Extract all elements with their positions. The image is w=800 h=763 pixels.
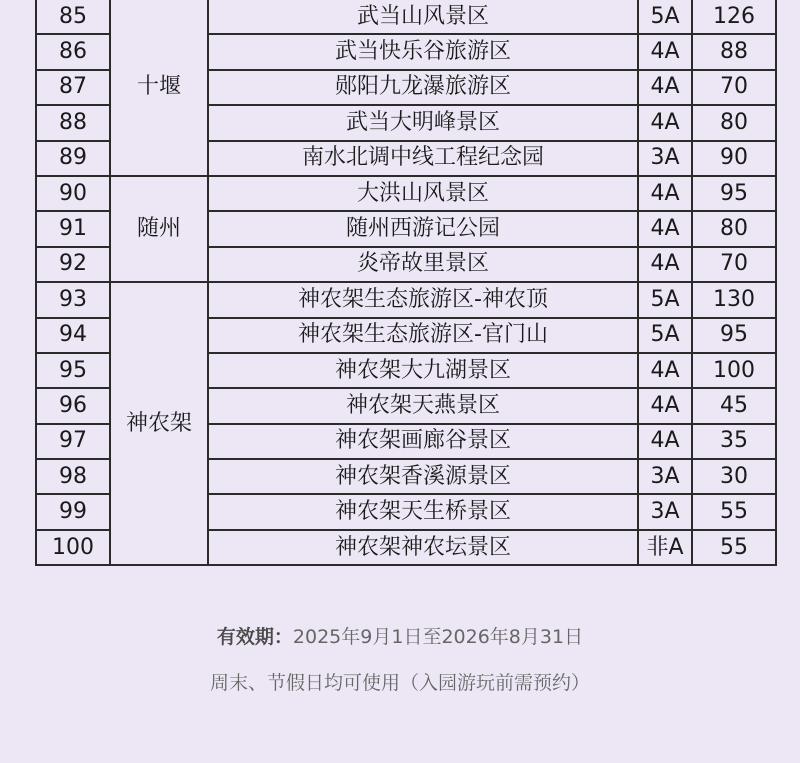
rating-level: 4A bbox=[638, 70, 692, 105]
row-number: 92 bbox=[36, 247, 110, 282]
row-number: 98 bbox=[36, 459, 110, 494]
rating-level: 4A bbox=[638, 424, 692, 459]
row-number: 91 bbox=[36, 211, 110, 246]
table-row bbox=[36, 176, 776, 211]
rating-level: 5A bbox=[638, 282, 692, 317]
scenic-spot-name: 神农架神农坛景区 bbox=[208, 530, 638, 565]
rating-level: 3A bbox=[638, 141, 692, 176]
ticket-price: 80 bbox=[692, 211, 776, 246]
row-number: 100 bbox=[36, 530, 110, 565]
validity-value: 2025年9月1日至2026年8月31日 bbox=[292, 626, 584, 648]
city-cell: 随州 bbox=[110, 176, 208, 282]
row-number: 93 bbox=[36, 282, 110, 317]
scenic-spot-name: 武当大明峰景区 bbox=[208, 105, 638, 140]
scenic-spot-name: 大洪山风景区 bbox=[208, 176, 638, 211]
rating-level: 3A bbox=[638, 459, 692, 494]
rating-level: 4A bbox=[638, 353, 692, 388]
rating-level: 4A bbox=[638, 247, 692, 282]
ticket-price: 95 bbox=[692, 318, 776, 353]
rating-level: 4A bbox=[638, 211, 692, 246]
ticket-price: 80 bbox=[692, 105, 776, 140]
ticket-price: 30 bbox=[692, 459, 776, 494]
row-number: 95 bbox=[36, 353, 110, 388]
scenic-spot-name: 神农架香溪源景区 bbox=[208, 459, 638, 494]
row-number: 99 bbox=[36, 494, 110, 529]
city-cell: 神农架 bbox=[110, 282, 208, 565]
usage-note: 周末、节假日均可使用（入园游玩前需预约） bbox=[209, 672, 590, 694]
scenic-spot-name: 神农架生态旅游区-神农顶 bbox=[208, 282, 638, 317]
ticket-price: 95 bbox=[692, 176, 776, 211]
ticket-price: 70 bbox=[692, 70, 776, 105]
rating-level: 5A bbox=[638, 0, 692, 34]
validity-line bbox=[0, 622, 800, 649]
table-row bbox=[36, 282, 776, 317]
scenic-spot-name: 武当山风景区 bbox=[208, 0, 638, 34]
scenic-spot-name: 炎帝故里景区 bbox=[208, 247, 638, 282]
scenic-spot-name: 神农架天燕景区 bbox=[208, 388, 638, 423]
rating-level: 4A bbox=[638, 388, 692, 423]
validity-label: 有效期： bbox=[216, 626, 293, 648]
row-number: 89 bbox=[36, 141, 110, 176]
scenic-spot-name: 随州西游记公园 bbox=[208, 211, 638, 246]
scenic-spot-name: 神农架生态旅游区-官门山 bbox=[208, 318, 638, 353]
ticket-price: 45 bbox=[692, 388, 776, 423]
ticket-price: 100 bbox=[692, 353, 776, 388]
row-number: 85 bbox=[36, 0, 110, 34]
scenic-spot-name: 郧阳九龙瀑旅游区 bbox=[208, 70, 638, 105]
rating-level: 4A bbox=[638, 105, 692, 140]
rating-level: 4A bbox=[638, 34, 692, 69]
ticket-price: 88 bbox=[692, 34, 776, 69]
rating-level: 非A bbox=[638, 530, 692, 565]
scenic-spot-name: 神农架天生桥景区 bbox=[208, 494, 638, 529]
row-number: 97 bbox=[36, 424, 110, 459]
row-number: 86 bbox=[36, 34, 110, 69]
scenic-spot-name: 神农架画廊谷景区 bbox=[208, 424, 638, 459]
row-number: 96 bbox=[36, 388, 110, 423]
scenic-spot-name: 神农架大九湖景区 bbox=[208, 353, 638, 388]
ticket-price: 55 bbox=[692, 494, 776, 529]
ticket-price: 90 bbox=[692, 141, 776, 176]
ticket-price: 35 bbox=[692, 424, 776, 459]
rating-level: 3A bbox=[638, 494, 692, 529]
ticket-price: 55 bbox=[692, 530, 776, 565]
rating-level: 5A bbox=[638, 318, 692, 353]
ticket-price: 70 bbox=[692, 247, 776, 282]
scenic-spot-name: 南水北调中线工程纪念园 bbox=[208, 141, 638, 176]
row-number: 94 bbox=[36, 318, 110, 353]
row-number: 87 bbox=[36, 70, 110, 105]
rating-level: 4A bbox=[638, 176, 692, 211]
row-number: 90 bbox=[36, 176, 110, 211]
table-body bbox=[36, 0, 776, 565]
ticket-price: 126 bbox=[692, 0, 776, 34]
table-row bbox=[36, 0, 776, 34]
scenic-spot-name: 武当快乐谷旅游区 bbox=[208, 34, 638, 69]
city-cell: 十堰 bbox=[110, 0, 208, 176]
row-number: 88 bbox=[36, 105, 110, 140]
ticket-price: 130 bbox=[692, 282, 776, 317]
scenic-spot-table bbox=[35, 0, 777, 566]
